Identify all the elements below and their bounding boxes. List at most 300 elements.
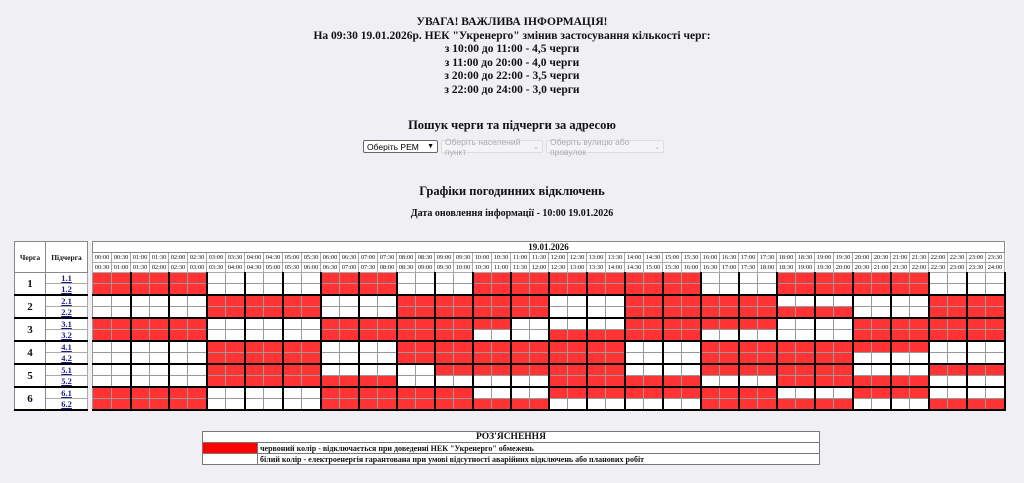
power-slot <box>93 307 112 319</box>
power-slot <box>872 307 891 319</box>
power-slot <box>397 284 416 296</box>
slot-end-time: 04:00 <box>226 263 245 273</box>
outage-slot <box>378 330 397 342</box>
outage-slot <box>663 318 682 330</box>
power-slot <box>340 307 359 319</box>
power-slot <box>701 330 720 342</box>
queue-number: 1 <box>15 273 46 296</box>
power-slot <box>283 273 302 284</box>
outage-slot <box>131 318 150 330</box>
outage-slot <box>796 273 815 284</box>
queue-number: 2 <box>15 295 46 318</box>
outage-slot <box>188 284 207 296</box>
notice-line: з 10:00 до 11:00 - 4,5 черги <box>444 43 580 56</box>
power-slot <box>682 353 701 365</box>
outage-slot <box>606 376 625 388</box>
power-slot <box>910 364 929 376</box>
outage-slot <box>112 273 131 284</box>
slot-start-time: 10:30 <box>492 253 511 263</box>
power-slot <box>948 341 967 353</box>
outage-slot <box>112 387 131 399</box>
outage-slot <box>663 307 682 319</box>
outage-slot <box>891 376 910 388</box>
outage-slot <box>207 295 226 307</box>
schedule-date: 19.01.2026 <box>93 242 1005 253</box>
outage-slot <box>986 307 1005 319</box>
slot-start-time: 18:00 <box>777 253 796 263</box>
power-slot <box>796 330 815 342</box>
slot-end-time: 19:00 <box>796 263 815 273</box>
power-slot <box>93 376 112 388</box>
outage-slot <box>207 376 226 388</box>
power-slot <box>910 307 929 319</box>
slot-start-time: 08:00 <box>397 253 416 263</box>
power-slot <box>948 387 967 399</box>
slot-end-time: 02:30 <box>169 263 188 273</box>
chevron-down-icon: ⌄ <box>654 143 660 151</box>
outage-slot <box>340 387 359 399</box>
power-slot <box>530 318 549 330</box>
subqueue-cell <box>46 273 88 284</box>
outage-slot <box>511 341 530 353</box>
outage-slot <box>815 307 834 319</box>
outage-slot <box>112 399 131 411</box>
outage-slot <box>226 307 245 319</box>
power-slot <box>872 295 891 307</box>
outage-slot <box>549 284 568 296</box>
power-slot <box>777 330 796 342</box>
power-slot <box>701 376 720 388</box>
outage-slot <box>321 318 340 330</box>
power-slot <box>226 284 245 296</box>
slot-start-time: 03:00 <box>207 253 226 263</box>
legend-red-swatch <box>203 443 258 454</box>
slot-end-time: 16:00 <box>682 263 701 273</box>
slot-start-time: 19:00 <box>815 253 834 263</box>
outage-slot <box>150 399 169 411</box>
slot-start-time: 15:00 <box>663 253 682 263</box>
slot-start-time: 00:30 <box>112 253 131 263</box>
slot-start-time: 11:00 <box>511 253 530 263</box>
outage-slot <box>169 330 188 342</box>
outage-slot <box>359 387 378 399</box>
slot-end-time: 15:30 <box>663 263 682 273</box>
power-slot <box>378 353 397 365</box>
outage-slot <box>283 376 302 388</box>
outage-slot <box>625 387 644 399</box>
outage-slot <box>910 318 929 330</box>
outage-slot <box>701 353 720 365</box>
outage-slot <box>226 353 245 365</box>
power-slot <box>568 295 587 307</box>
power-slot <box>454 284 473 296</box>
power-slot <box>169 353 188 365</box>
outage-slot <box>169 387 188 399</box>
outage-slot <box>245 295 264 307</box>
outage-slot <box>834 307 853 319</box>
slot-start-time: 22:30 <box>948 253 967 263</box>
outage-slot <box>815 353 834 365</box>
outage-slot <box>986 295 1005 307</box>
outage-slot <box>511 399 530 411</box>
outage-slot <box>93 399 112 411</box>
outage-slot <box>682 330 701 342</box>
slot-start-time: 00:00 <box>93 253 112 263</box>
outage-slot <box>112 318 131 330</box>
slot-start-time: 02:30 <box>188 253 207 263</box>
power-slot <box>644 341 663 353</box>
outage-slot <box>758 399 777 411</box>
outage-slot <box>853 330 872 342</box>
queue-number: 3 <box>15 318 46 341</box>
outage-slot <box>302 376 321 388</box>
slot-end-time: 16:30 <box>701 263 720 273</box>
power-slot <box>530 387 549 399</box>
outage-slot <box>454 307 473 319</box>
power-slot <box>720 376 739 388</box>
outage-slot <box>606 273 625 284</box>
outage-slot <box>663 273 682 284</box>
power-slot <box>435 376 454 388</box>
outage-slot <box>150 387 169 399</box>
slot-end-time: 21:30 <box>891 263 910 273</box>
slot-start-time: 19:30 <box>834 253 853 263</box>
outage-slot <box>815 284 834 296</box>
outage-slot <box>473 399 492 411</box>
outage-slot <box>245 364 264 376</box>
table-row <box>15 364 1005 376</box>
important-notice <box>0 16 1024 98</box>
slot-start-time: 21:30 <box>910 253 929 263</box>
power-slot <box>302 318 321 330</box>
outage-slot <box>872 330 891 342</box>
outage-slot <box>169 399 188 411</box>
outage-slot <box>834 399 853 411</box>
slot-start-time: 01:00 <box>131 253 150 263</box>
chevron-down-icon: ▼ <box>427 143 434 150</box>
power-slot <box>264 273 283 284</box>
table-row <box>15 399 1005 411</box>
outage-slot <box>340 376 359 388</box>
power-slot <box>777 295 796 307</box>
outage-slot <box>853 376 872 388</box>
slot-end-time: 23:00 <box>948 263 967 273</box>
outage-slot <box>929 318 948 330</box>
slot-start-time: 13:30 <box>606 253 625 263</box>
outage-slot <box>416 353 435 365</box>
power-slot <box>549 295 568 307</box>
power-slot <box>245 273 264 284</box>
subqueue-link[interactable]: 2.2 <box>61 307 72 317</box>
outage-slot <box>264 376 283 388</box>
subqueue-link[interactable]: 6.2 <box>61 399 72 409</box>
outage-slot <box>891 387 910 399</box>
power-slot <box>739 284 758 296</box>
outage-slot <box>530 399 549 411</box>
search-title: Пошук черги та підчерги за адресою <box>408 118 616 132</box>
subqueue-link[interactable]: 5.1 <box>61 365 72 375</box>
power-slot <box>568 318 587 330</box>
subqueue-link[interactable]: 2.1 <box>61 296 72 306</box>
outage-slot <box>777 341 796 353</box>
outage-slot <box>872 387 891 399</box>
outage-slot <box>416 307 435 319</box>
power-slot <box>511 318 530 330</box>
power-slot <box>169 364 188 376</box>
power-slot <box>587 307 606 319</box>
power-slot <box>245 387 264 399</box>
power-slot <box>986 273 1005 284</box>
subqueue-cell <box>46 307 88 319</box>
power-slot <box>207 399 226 411</box>
outage-slot <box>568 284 587 296</box>
power-slot <box>568 399 587 411</box>
outage-slot <box>359 376 378 388</box>
outage-slot <box>549 330 568 342</box>
slot-end-time: 13:00 <box>568 263 587 273</box>
power-slot <box>929 353 948 365</box>
power-slot <box>416 376 435 388</box>
subqueue-cell <box>46 284 88 296</box>
outage-slot <box>188 399 207 411</box>
outage-slot <box>93 330 112 342</box>
outage-slot <box>701 387 720 399</box>
power-slot <box>131 376 150 388</box>
power-slot <box>853 399 872 411</box>
outage-slot <box>530 353 549 365</box>
power-slot <box>739 273 758 284</box>
subqueue-cell <box>46 295 88 307</box>
outage-slot <box>644 273 663 284</box>
outage-slot <box>948 318 967 330</box>
outage-slot <box>663 284 682 296</box>
outage-slot <box>435 330 454 342</box>
table-row <box>15 295 1005 307</box>
outage-slot <box>264 295 283 307</box>
settlement-select[interactable] <box>441 136 543 157</box>
outage-slot <box>777 284 796 296</box>
notice-title: УВАГА! ВАЖЛИВА ІНФОРМАЦІЯ! <box>416 16 608 28</box>
power-slot <box>929 341 948 353</box>
street-select[interactable] <box>546 136 664 157</box>
outage-slot <box>720 295 739 307</box>
outage-slot <box>549 364 568 376</box>
subqueue-link[interactable]: 3.2 <box>61 330 72 340</box>
power-slot <box>967 284 986 296</box>
outage-slot <box>739 318 758 330</box>
outage-slot <box>777 307 796 319</box>
outage-slot <box>967 330 986 342</box>
power-slot <box>245 399 264 411</box>
outage-slot <box>530 341 549 353</box>
outage-slot <box>245 376 264 388</box>
slot-start-time: 22:00 <box>929 253 948 263</box>
outage-slot <box>188 387 207 399</box>
power-slot <box>321 307 340 319</box>
outage-slot <box>511 364 530 376</box>
power-slot <box>473 387 492 399</box>
subqueue-link[interactable]: 3.1 <box>61 319 72 329</box>
slot-end-time: 19:30 <box>815 263 834 273</box>
slot-start-time: 16:30 <box>720 253 739 263</box>
outage-slot <box>530 307 549 319</box>
slot-start-time: 02:00 <box>169 253 188 263</box>
power-slot <box>264 399 283 411</box>
power-slot <box>872 353 891 365</box>
outage-slot <box>340 399 359 411</box>
rem-select[interactable] <box>363 140 438 153</box>
outage-slot <box>910 284 929 296</box>
power-slot <box>245 330 264 342</box>
outage-slot <box>834 273 853 284</box>
notice-line: з 11:00 до 20:00 - 4,0 черги <box>444 56 580 69</box>
power-slot <box>454 376 473 388</box>
outage-slot <box>397 318 416 330</box>
rem-select-value: Оберіть РЕМ <box>367 141 419 152</box>
power-slot <box>492 376 511 388</box>
outage-slot <box>359 330 378 342</box>
outage-slot <box>378 387 397 399</box>
power-slot <box>454 273 473 284</box>
power-slot <box>302 284 321 296</box>
outage-slot <box>910 387 929 399</box>
outage-slot <box>777 399 796 411</box>
slot-end-time: 15:00 <box>644 263 663 273</box>
outage-slot <box>435 318 454 330</box>
outage-slot <box>568 273 587 284</box>
outage-slot <box>796 284 815 296</box>
outage-slot <box>606 284 625 296</box>
outage-slot <box>473 273 492 284</box>
slot-end-time: 20:30 <box>853 263 872 273</box>
notice-line: з 22:00 до 24:00 - 3,0 черги <box>444 83 580 96</box>
outage-slot <box>549 273 568 284</box>
slot-start-time: 01:30 <box>150 253 169 263</box>
slot-start-time: 17:30 <box>758 253 777 263</box>
outage-slot <box>872 341 891 353</box>
outage-slot <box>701 341 720 353</box>
schedule-title: Графіки погодинних відключень <box>419 184 605 198</box>
power-slot <box>834 330 853 342</box>
power-slot <box>663 399 682 411</box>
outage-slot <box>682 284 701 296</box>
outage-slot <box>435 387 454 399</box>
power-slot <box>340 353 359 365</box>
power-slot <box>359 295 378 307</box>
outage-slot <box>853 318 872 330</box>
power-slot <box>150 364 169 376</box>
outage-slot <box>283 341 302 353</box>
subqueue-link[interactable]: 4.2 <box>61 353 72 363</box>
power-slot <box>283 330 302 342</box>
power-slot <box>226 273 245 284</box>
power-slot <box>473 376 492 388</box>
outage-slot <box>701 295 720 307</box>
subqueue-cell <box>46 318 88 330</box>
subqueue-cell <box>46 341 88 353</box>
power-slot <box>758 284 777 296</box>
power-slot <box>815 295 834 307</box>
power-slot <box>606 318 625 330</box>
table-row <box>15 387 1005 399</box>
power-slot <box>758 376 777 388</box>
outage-slot <box>416 295 435 307</box>
outage-slot <box>549 341 568 353</box>
outage-slot <box>473 284 492 296</box>
subqueue-link[interactable]: 1.2 <box>61 284 72 294</box>
power-slot <box>264 318 283 330</box>
power-slot <box>435 284 454 296</box>
outage-slot <box>321 284 340 296</box>
outage-slot <box>359 399 378 411</box>
power-slot <box>131 364 150 376</box>
power-slot <box>796 295 815 307</box>
outage-slot <box>435 295 454 307</box>
power-slot <box>929 376 948 388</box>
outage-slot <box>416 330 435 342</box>
outage-slot <box>815 376 834 388</box>
subqueue-link[interactable]: 1.1 <box>61 273 72 283</box>
power-slot <box>245 318 264 330</box>
outage-slot <box>112 284 131 296</box>
outage-slot <box>549 353 568 365</box>
power-slot <box>606 399 625 411</box>
subqueue-link[interactable]: 4.1 <box>61 342 72 352</box>
power-slot <box>131 353 150 365</box>
outage-slot <box>397 295 416 307</box>
power-slot <box>397 364 416 376</box>
outage-slot <box>492 364 511 376</box>
subqueue-link[interactable]: 5.2 <box>61 376 72 386</box>
outage-slot <box>264 341 283 353</box>
outage-slot <box>815 364 834 376</box>
power-slot <box>112 307 131 319</box>
outage-slot <box>131 284 150 296</box>
subqueue-link[interactable]: 6.1 <box>61 388 72 398</box>
outage-slot <box>93 284 112 296</box>
outage-slot <box>625 284 644 296</box>
power-slot <box>967 341 986 353</box>
power-slot <box>834 387 853 399</box>
outage-slot <box>644 284 663 296</box>
power-slot <box>131 295 150 307</box>
power-slot <box>853 364 872 376</box>
slot-end-time: 24:00 <box>986 263 1005 273</box>
power-slot <box>93 353 112 365</box>
outage-slot <box>283 364 302 376</box>
power-slot <box>302 330 321 342</box>
outage-slot <box>568 330 587 342</box>
outage-slot <box>796 399 815 411</box>
queue-number: 4 <box>15 341 46 364</box>
power-slot <box>986 353 1005 365</box>
outage-slot <box>207 341 226 353</box>
outage-slot <box>397 330 416 342</box>
outage-slot <box>473 353 492 365</box>
power-slot <box>207 273 226 284</box>
outage-slot <box>454 364 473 376</box>
outage-slot <box>473 364 492 376</box>
power-slot <box>150 376 169 388</box>
outage-slot <box>587 330 606 342</box>
outage-slot <box>853 387 872 399</box>
outage-slot <box>872 376 891 388</box>
power-slot <box>264 284 283 296</box>
legend-white-swatch <box>203 454 258 465</box>
slot-end-time: 08:00 <box>378 263 397 273</box>
outage-slot <box>720 387 739 399</box>
slot-start-time: 20:00 <box>853 253 872 263</box>
